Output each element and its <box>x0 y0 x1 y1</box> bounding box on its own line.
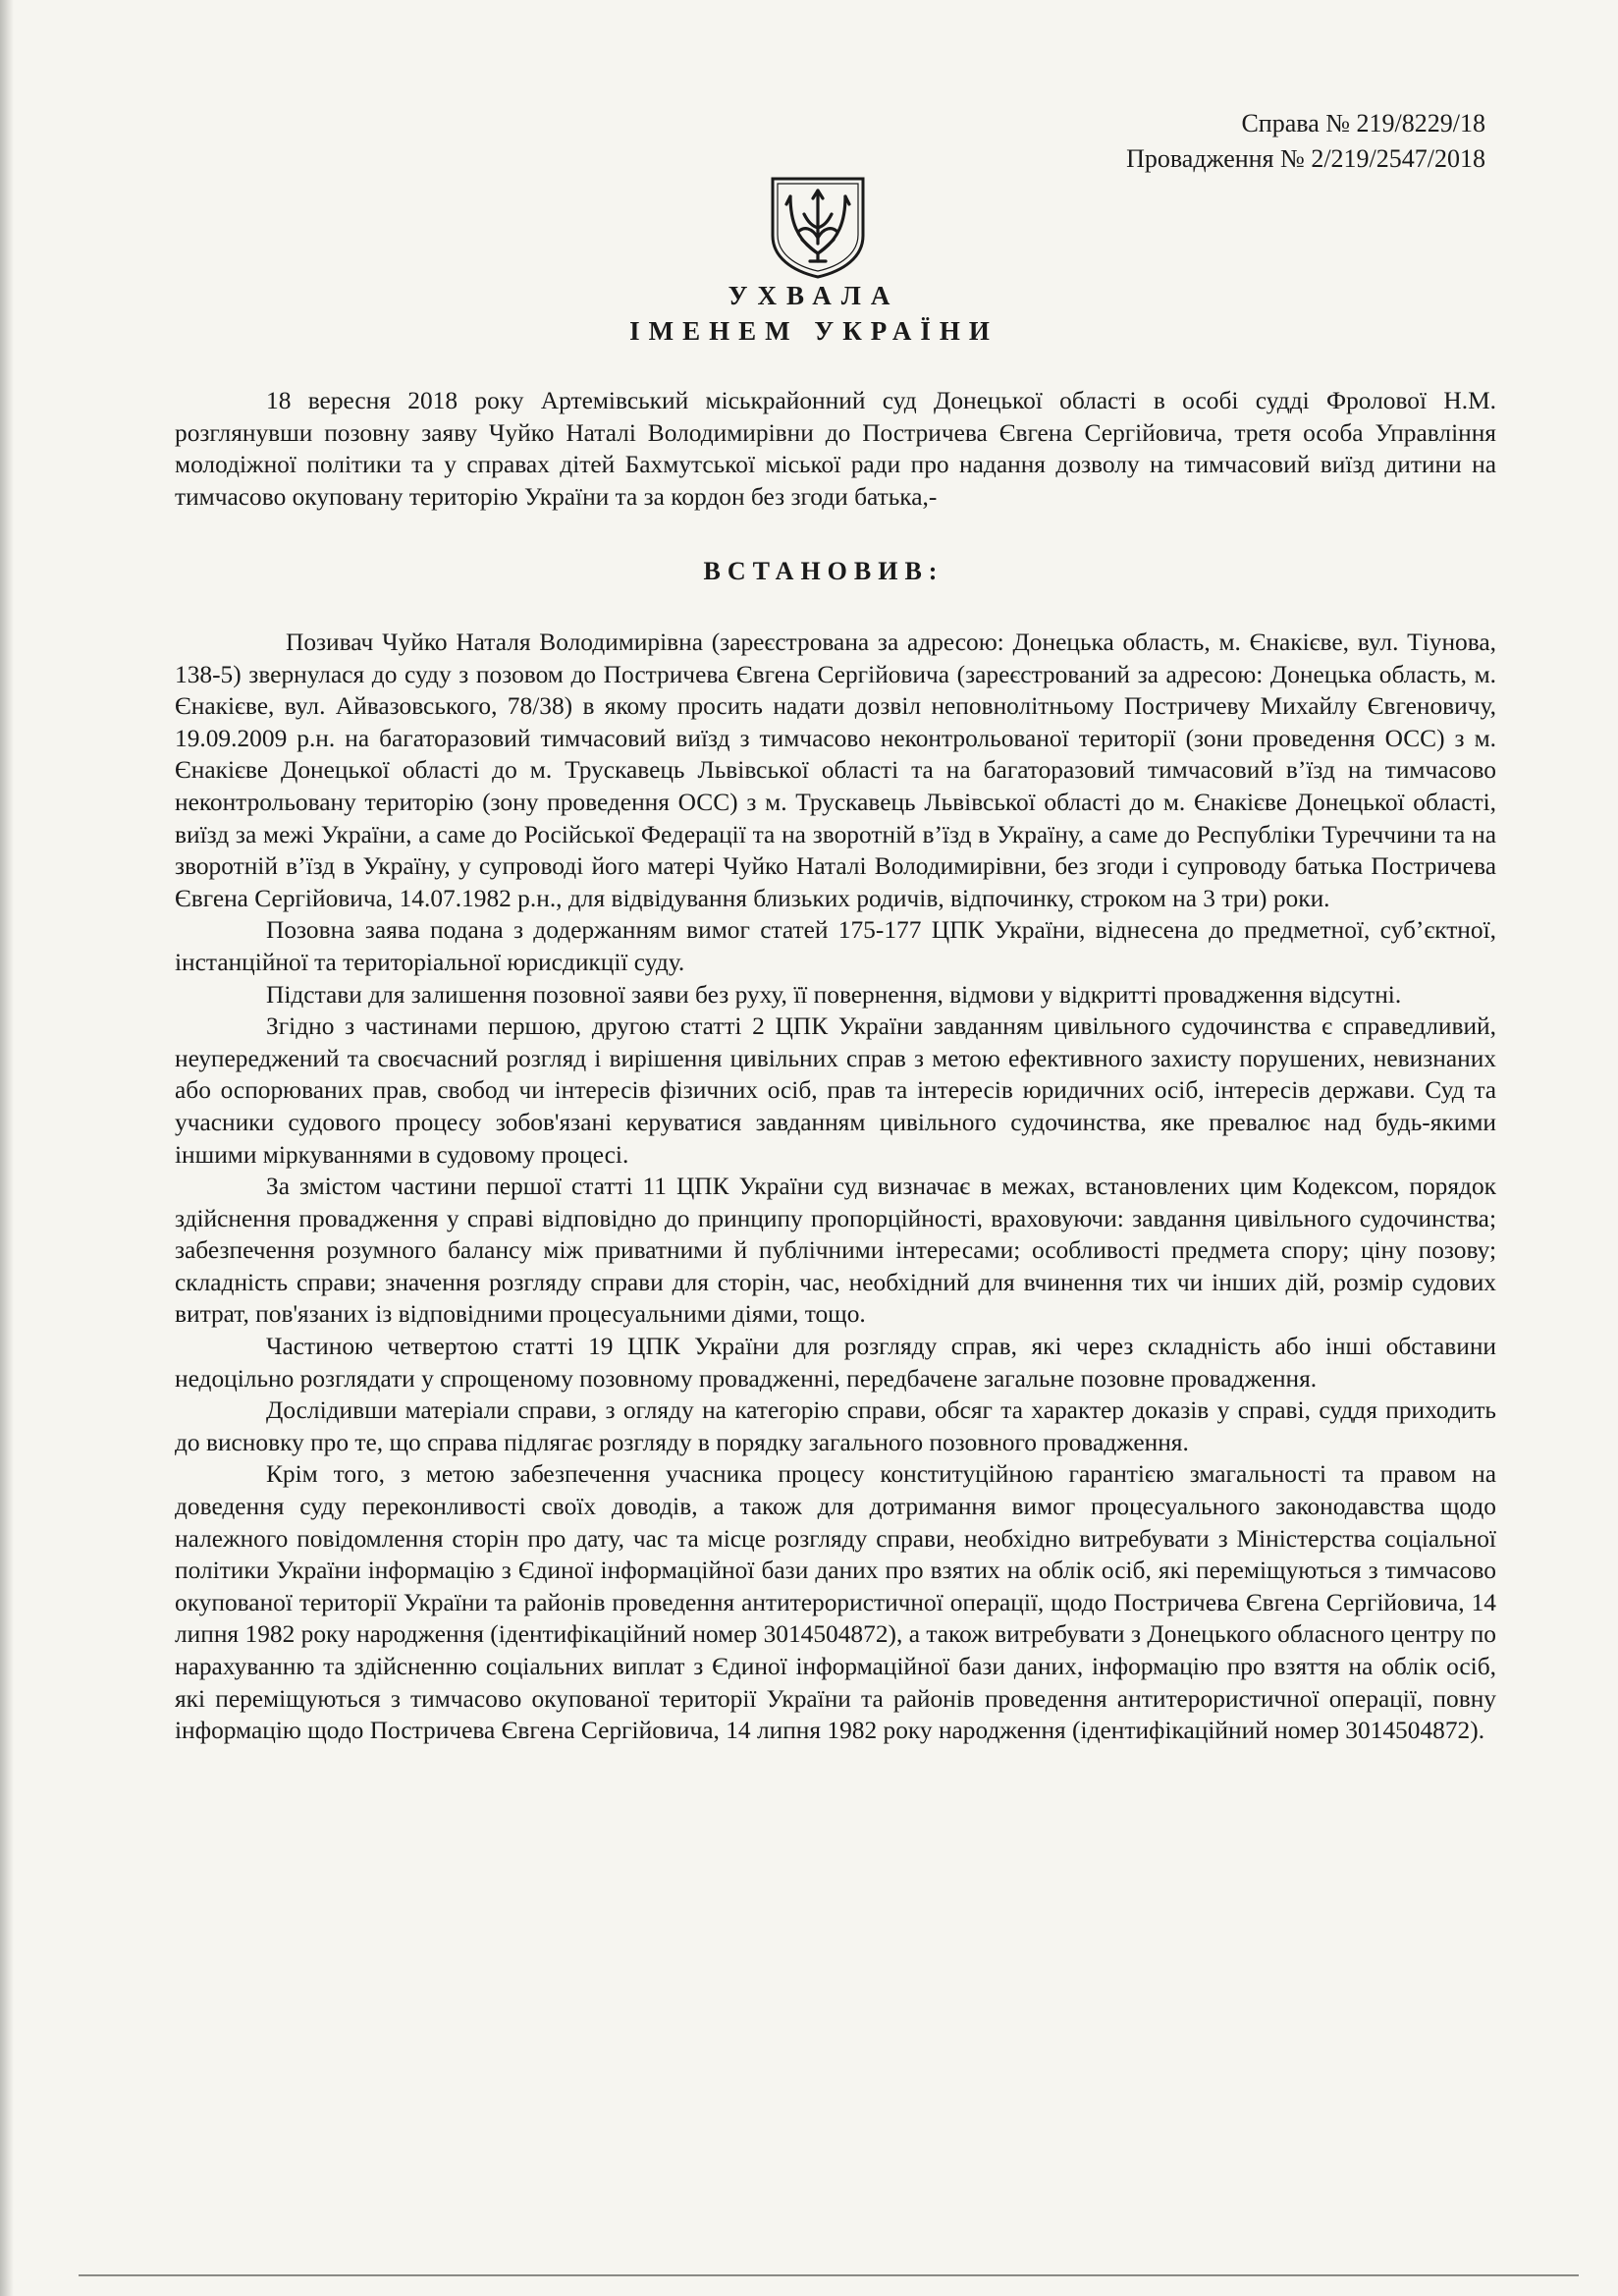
document-title <box>0 278 1618 349</box>
page-bottom-edge <box>79 2274 1579 2276</box>
trident-coat-of-arms-icon <box>767 175 869 279</box>
proceeding-number: Провадження № 2/219/2547/2018 <box>1126 144 1485 173</box>
case-references <box>1126 106 1485 177</box>
section-heading: ВСТАНОВИВ: <box>703 557 944 585</box>
paragraph-conclusion: Дослідивши матеріали справи, з огляду на категорію справи, обсяг та характер доказів у справі, суддя приходить до висновку про те, що справа підлягає розгляду в порядку загального позовного провадження. <box>175 1396 1496 1456</box>
paragraph-evidence-request: Крім того, з метою забезпечення учасника процесу конституційною гарантією змагальності та правом на доведення суду переконливості своїх доводів, а також для дотримання вимог процесуального законодавства щодо належного повідомлення сторін про дату, час та місце розгляду справи, необхідно витребувати з Міністерства соціальної політики України інформацію з Єдиної інформаційної бази даних про взятих на облік осіб, які переміщуються з тимчасово окупованої території України та районів проведення антитерористичної операції, щодо Постричева Євгена Сергійовича, 14 липня 1982 року народження (ідентифікаційний номер 3014504872), а також витребувати з Донецького обласного центру по нарахуванню та здійсненню соціальних виплат з Єдиної інформаційної бази даних, інформацію про взяття на облік осіб, які переміщуються з тимчасово окупованої території України та районів проведення антитерористичної операції, повну інформацію щодо Постричева Євгена Сергійовича, 14 липня 1982 року народження (ідентифікаційний номер 3014504872). <box>175 1460 1496 1745</box>
paragraph-article-11: За змістом частини першої статті 11 ЦПК України суд визначає в межах, встановлених цим Кодексом, порядок здійснення провадження у справі відповідно до принципу пропорційності, враховуючи: завдання цивільного судочинства; забезпечення розумного балансу між приватними й публічними інтересами; особливості предмета спору; ціну позову; складність справи; значення розгляду справи для сторін, час, необхідний для вчинення тих чи інших дій, розмір судових витрат, пов'язаних із відповідними процесуальними діями, тощо. <box>175 1173 1496 1329</box>
case-number: Справа № 219/8229/18 <box>1241 109 1485 137</box>
title-ruling: УХВАЛА <box>728 281 900 310</box>
paragraph-grounds: Підстави для залишення позовної заяви без руху, її повернення, відмови у відкритті провадження відсутні. <box>266 980 1402 1009</box>
paragraph-compliance: Позовна заява подана з додержанням вимог статей 175-177 ЦПК України, віднесена до предметної, суб’єктної, інстанційної та територіальної юрисдикції суду. <box>175 916 1496 976</box>
ruling-body <box>175 627 1496 1747</box>
paragraph-article-19: Частиною четвертою статті 19 ЦПК України для розгляду справ, які через складність або інші обставини недоцільно розглядати у спрощеному позовному провадженні, передбачене загальне позовне провадження. <box>175 1333 1496 1393</box>
title-in-the-name-of-ukraine: ІМЕНЕМ УКРАЇНИ <box>629 316 998 346</box>
paragraph-article-2: Згідно з частинами першою, другою статті 2 ЦПК України завданням цивільного судочинства є справедливий, неупереджений та своєчасний розгляд і вирішення цивільних справ з метою ефективного захисту порушених, невизнаних або оспорюваних прав, свобод чи інтересів фізичних осіб, прав та інтересів юридичних осіб, інтересів держави. Суд та учасники судового процесу зобов'язані керуватися завданням цивільного судочинства, яке превалює над будь-якими іншими міркуваннями в судовому процесі. <box>175 1012 1496 1169</box>
intro-paragraph: 18 вересня 2018 року Артемівський міськрайонний суд Донецької області в особі судді Фролової Н.М. розглянувши позовну заяву Чуйко Наталі Володимирівни до Постричева Євгена Сергійовича, третя особа Управління молодіжної політики та у справах дітей Бахмутської міської ради про надання дозволу на тимчасовий виїзд дитини на тимчасово окуповану територію України та за кордон без згоди батька,- <box>175 387 1496 511</box>
paragraph-claim: Позивач Чуйко Наталя Володимирівна (зареєстрована за адресою: Донецька область, м. Єнакієве, вул. Тіунова, 138-5) звернулася до суду з позовом до Постричева Євгена Сергійовича (зареєстрований за адресою: Донецька область, м. Єнакієве, вул. Айвазовського, 78/38) в якому просить надати дозвіл неповнолітньому Постричеву Михайлу Євгеновичу, 19.09.2009 р.н. на багаторазовий тимчасовий виїзд з тимчасово неконтрольованої території (зони проведення ОСС) з м. Єнакієве Донецької області до м. Трускавець Львівської області та на багаторазовий тимчасовий в’їзд на тимчасово неконтрольовану територію (зону проведення ОСС) з м. Трускавець Львівської області до м. Єнакієве Донецької області, виїзд за межі України, а саме до Російської Федерації та на зворотній в’їзд в Україну, а саме до Республіки Туреччини та на зворотній в’їзд в Україну, у супроводі його матері Чуйко Наталі Володимирівни, без згоди і супроводу батька Постричева Євгена Сергійовича, 14.07.1982 р.н., для відвідування близьких родичів, відпочинку, строком на 3 три) роки. <box>175 629 1496 912</box>
